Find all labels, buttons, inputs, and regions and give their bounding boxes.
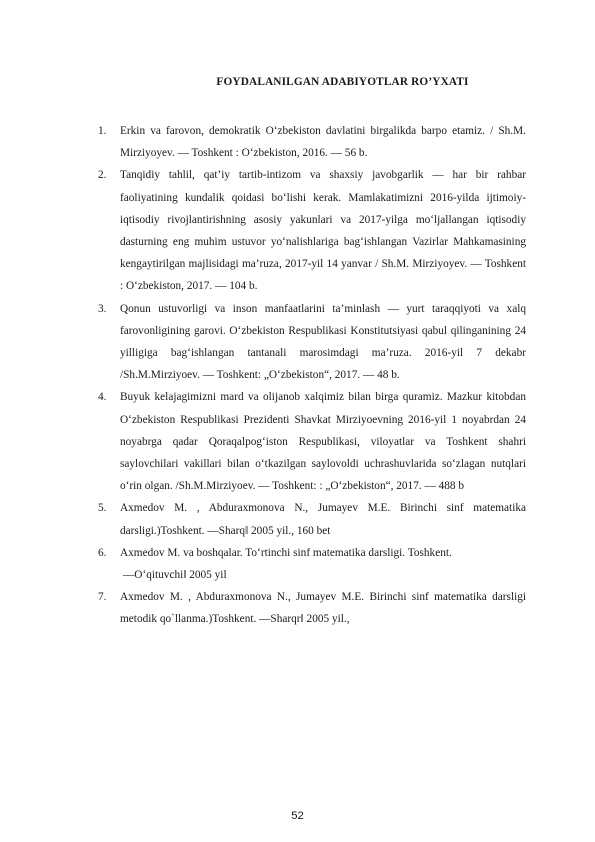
reference-item <box>98 298 526 387</box>
reference-text: Erkin va farovon, demokratik O‘zbekiston davlatini birgalikda barpo etamiz. / Sh.M. Mirziyoyev. — Toshkent : O‘zbekiston, 2016. — 56 b. <box>120 125 526 160</box>
reference-number: 3. <box>98 302 107 315</box>
reference-continuation-text: ―O‘qituvchi‖ 2005 yil <box>123 569 227 582</box>
reference-item <box>98 497 526 541</box>
reference-text: Axmedov M. va boshqalar. To‘rtinchi sinf matematika darsligi. Toshkent. <box>120 546 452 559</box>
reference-number: 2. <box>98 169 107 182</box>
reference-item <box>98 386 526 497</box>
reference-number: 5. <box>98 502 107 515</box>
page-title: FOYDALANILGAN ADABIYOTLAR RO’YXATI <box>216 76 469 88</box>
reference-list <box>98 120 526 631</box>
reference-text: Axmedov M. , Abduraxmonova N., Jumayev M.E. Birinchi sinf matematika darsligi metodik qo`llanma.)Toshkent. ―Sharqr‖ 2005 yil., <box>120 591 526 626</box>
reference-item <box>98 586 526 630</box>
reference-text: Buyuk kelajagimizni mard va olijanob xalqimiz bilan birga quramiz. Mazkur kitobdan O‘zbekiston Respublikasi Prezidenti Shavkat Mirziyoevning 2016-yil 1 noyabrdan 24 noyabrga qadar Qoraqalpog‘iston Respublikasi, viloyatlar va Toshkent shahri saylovchilari vakillari bilan o‘tkazilgan saylovoldi uchrashuvlarida so‘zlagan nutqlari o‘rin olgan. /Sh.M.Mirziyoev. — Toshkent: : „O‘zbekiston“, 2017. — 488 b <box>120 391 526 493</box>
reference-item <box>98 164 526 297</box>
reference-text: Qonun ustuvorligi va inson manfaatlarini ta’minlash — yurt taraqqiyoti va xalq farovonligining garovi. O‘zbekiston Respublikasi Konstitutsiyasi qabul qilinganining 24 yilligiga bag‘ishlangan tantanali marosimdagi ma’ruza. 2016-yil 7 dekabr /Sh.M.Mirziyoev. — Toshkent: „O‘zbekiston“, 2017. — 48 b. <box>120 302 526 382</box>
reference-number: 6. <box>98 546 107 559</box>
reference-item-continuation <box>98 564 526 586</box>
reference-text: Tanqidiy tahlil, qat’iy tartib-intizom va shaxsiy javobgarlik — har bir rahbar faoliyatining kundalik qoidasi bo‘lishi kerak. Mamlakatimizni 2016-yilda ijtimoiy-iqtisodiy rivojlantirishning asosiy yakunlari va 2017-yilga mo‘ljallangan iqtisodiy dasturning eng muhim ustuvor yo‘nalishlariga bag‘ishlangan Vazirlar Mahkamasining kengaytirilgan majlisidagi ma’ruza, 2017-yil 14 yanvar / Sh.M. Mirziyoyev. — Toshkent : O‘zbekiston, 2017. — 104 b. <box>120 169 526 293</box>
reference-text: Axmedov M. , Abduraxmonova N., Jumayev M.E. Birinchi sinf matematika darsligi.)Toshkent. ―Sharq‖ 2005 yil., 160 bet <box>120 502 526 537</box>
reference-item <box>98 542 526 564</box>
reference-number: 7. <box>98 591 107 604</box>
reference-number: 4. <box>98 391 107 404</box>
reference-number: 1. <box>98 125 107 137</box>
reference-item <box>98 120 526 164</box>
page-number: 52 <box>291 810 304 822</box>
